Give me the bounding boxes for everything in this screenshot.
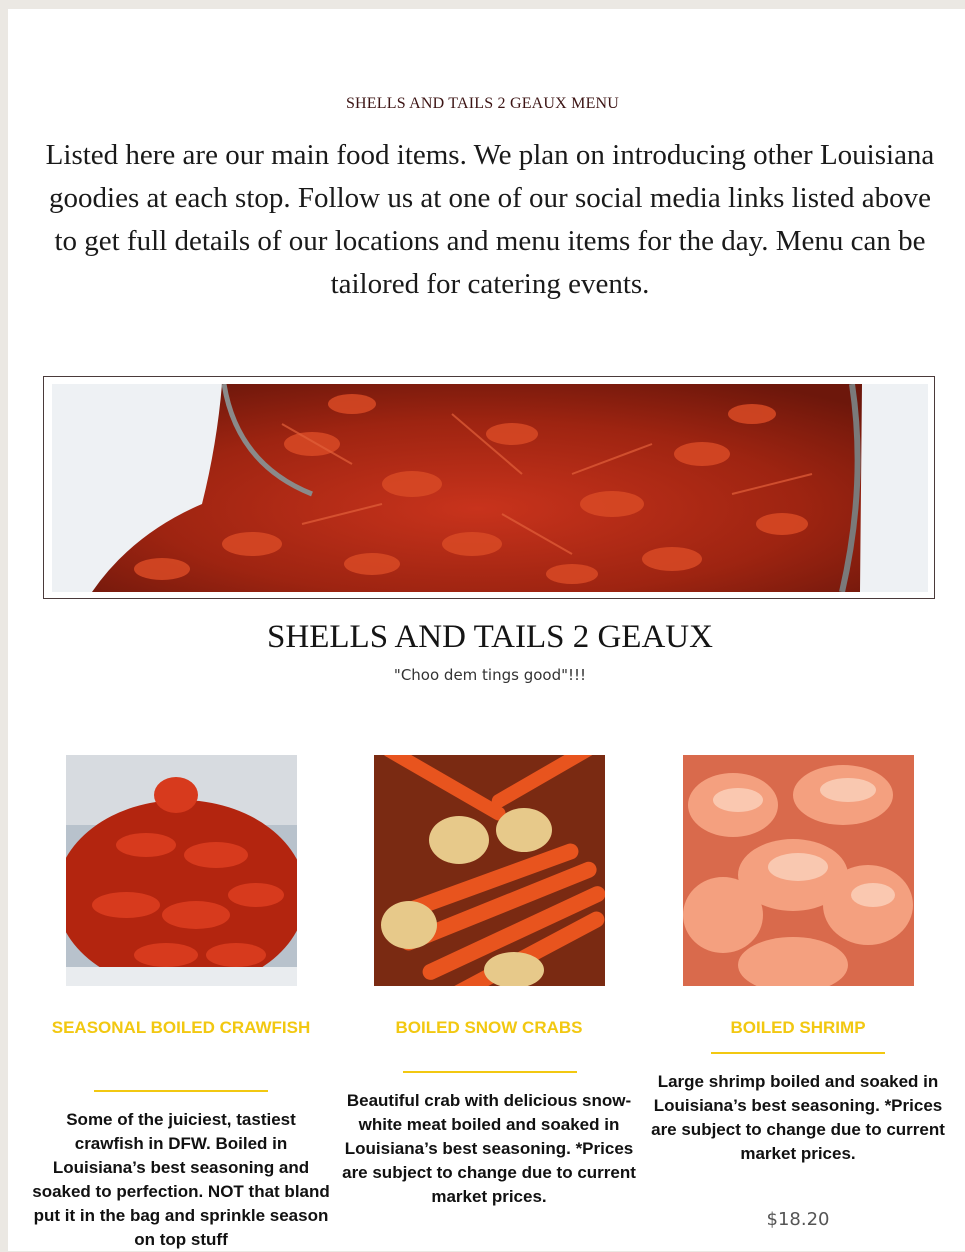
shrimp-photo (683, 755, 914, 986)
hero-image-frame (43, 376, 935, 599)
menu-title: SHELLS AND TAILS 2 GEAUX MENU (345, 95, 620, 112)
brand-tagline: "Choo dem tings good"!!! (393, 666, 587, 684)
brand-name: SHELLS AND TAILS 2 GEAUX (267, 619, 713, 655)
crawfish-hero-image (52, 384, 928, 592)
item-title-shrimp: BOILED SHRIMP (730, 1018, 866, 1037)
item-price-shrimp: $18.20 (766, 1209, 830, 1230)
item-divider (403, 1071, 577, 1073)
snow-crab-photo (374, 755, 605, 986)
crawfish-photo (66, 755, 297, 986)
item-title-crawfish: SEASONAL BOILED CRAWFISH (51, 1018, 311, 1037)
item-description-snow-crab: Beautiful crab with delicious snow-white meat boiled and soaked in Louisiana’s best seasoning. *Prices are subject to change due to current market prices. (342, 1091, 636, 1206)
item-divider (711, 1052, 885, 1054)
item-description-shrimp: Large shrimp boiled and soaked in Louisiana’s best seasoning. *Prices are subject to change due to current market prices. (651, 1072, 945, 1163)
item-title-snow-crab: BOILED SNOW CRABS (395, 1018, 583, 1037)
item-description-crawfish: Some of the juiciest, tastiest crawfish in DFW. Boiled in Louisiana’s best seasoning and soaked to perfection. NOT that bland put it in the bag and sprinkle season on top stuff (32, 1110, 330, 1249)
item-divider (94, 1090, 268, 1092)
intro-text: Listed here are our main food items. We plan on introducing other Louisiana goodies at each stop. Follow us at one of our social media links listed above to get full details of our locations and menu items for the day. Menu can be tailored for catering events. (45, 139, 935, 300)
